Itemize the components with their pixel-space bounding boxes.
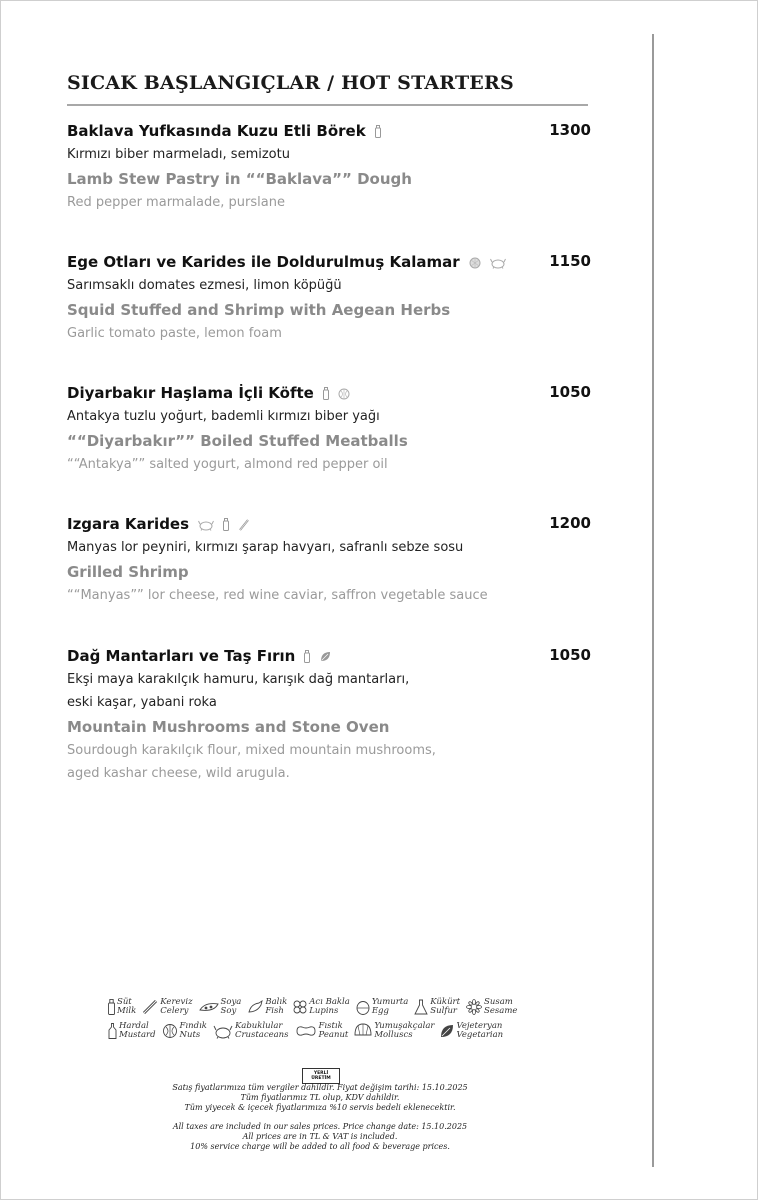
legend-peanut: Fıstık Peanut	[295, 1022, 349, 1040]
menu-item	[67, 121, 597, 214]
item-en-name: Mountain Mushrooms and Stone Oven	[67, 718, 390, 736]
item-price: 1300	[549, 121, 591, 139]
item-tr-name: Dağ Mantarları ve Taş Fırın	[67, 647, 296, 665]
vegetarian-icon	[440, 1024, 454, 1038]
legend-sulfur: Kükürt Sulfur	[414, 998, 460, 1016]
item-tr-desc: Sarımsaklı domates ezmesi, limon köpüğü	[67, 278, 342, 293]
celery-icon	[238, 519, 250, 531]
mustard-icon	[108, 1023, 117, 1039]
lupins-icon	[293, 1000, 307, 1014]
item-price: 1050	[549, 383, 591, 401]
legend-egg: Yumurta Egg	[356, 998, 408, 1016]
legend-crustaceans: Kabuklular Crustaceans	[213, 1022, 289, 1040]
item-tr-desc: eski kaşar, yabani roka	[67, 695, 217, 710]
legend-nuts: Fındık Nuts	[162, 1022, 207, 1040]
item-en-desc: Red pepper marmalade, purslane	[67, 195, 285, 210]
item-price: 1150	[549, 252, 591, 270]
item-tr-name: Baklava Yufkasında Kuzu Etli Börek	[67, 122, 366, 140]
legend-sesame: Susam Sesame	[466, 998, 517, 1016]
vegetarian-icon	[320, 651, 331, 662]
legend-row	[108, 1019, 538, 1043]
item-tr-name: Diyarbakır Haşlama İçli Köfte	[67, 384, 314, 402]
item-tr-name: Izgara Karides	[67, 515, 190, 533]
item-tr-desc: Antakya tuzlu yoğurt, bademli kırmızı biber yağı	[67, 409, 380, 424]
legend-row	[108, 995, 538, 1019]
legend-fish: Balık Fish	[247, 998, 287, 1016]
title-underline	[67, 104, 588, 106]
footer-en: All taxes are included in our sales prices. Price change date: 15.10.2025 All prices are in TL & VAT is included. 10% service charge will be added to all food & beverage prices.	[172, 1122, 468, 1151]
menu-item	[67, 252, 597, 345]
item-price: 1050	[549, 646, 591, 664]
item-en-name: Squid Stuffed and Shrimp with Aegean Herbs	[67, 301, 451, 319]
legend-vegetarian: Vejeteryan Vegetarian	[440, 1022, 503, 1040]
item-en-desc: Sourdough karakılçık flour, mixed mountain mushrooms,	[67, 743, 436, 758]
crustacean-icon	[213, 1024, 233, 1039]
item-en-name: Lamb Stew Pastry in ““Baklava”” Dough	[67, 170, 412, 188]
allergen-legend	[108, 995, 538, 1043]
milk-icon	[323, 387, 329, 400]
peanut-icon	[295, 1025, 317, 1037]
legend-lupins: Acı Bakla Lupins	[293, 998, 350, 1016]
legend-celery: Kereviz Celery	[142, 998, 192, 1016]
milk-icon	[108, 999, 115, 1015]
legend-soy: Soya Soy	[199, 998, 242, 1016]
menu-item	[67, 514, 597, 607]
menu-item	[67, 383, 597, 476]
item-en-name: Grilled Shrimp	[67, 563, 189, 581]
sulfur-icon	[414, 999, 428, 1015]
item-en-desc: ““Manyas”” lor cheese, red wine caviar, saffron vegetable sauce	[67, 588, 488, 603]
fish-icon	[247, 1000, 263, 1014]
menu-item	[67, 646, 597, 785]
egg-icon	[356, 1000, 370, 1015]
local-production-badge: YERLİ ÜRETİM	[302, 1068, 340, 1084]
item-tr-name: Ege Otları ve Karides ile Doldurulmuş Kalamar	[67, 253, 460, 271]
nuts-icon	[162, 1023, 178, 1039]
mollusc-icon	[469, 257, 481, 269]
item-en-desc: ““Antakya”” salted yogurt, almond red pepper oil	[67, 457, 388, 472]
crustacean-icon	[490, 257, 506, 269]
section-title: SICAK BAŞLANGIÇLAR / HOT STARTERS	[67, 72, 514, 94]
milk-icon	[223, 518, 229, 531]
item-tr-desc: Ekşi maya karakılçık hamuru, karışık dağ mantarları,	[67, 672, 410, 687]
nuts-icon	[338, 388, 350, 400]
item-en-desc: aged kashar cheese, wild arugula.	[67, 766, 290, 781]
item-price: 1200	[549, 514, 591, 532]
item-en-desc: Garlic tomato paste, lemon foam	[67, 326, 282, 341]
mollusc-icon	[354, 1023, 372, 1039]
milk-icon	[304, 650, 310, 663]
sesame-icon	[466, 999, 482, 1015]
milk-icon	[375, 125, 381, 138]
legend-mustard: Hardal Mustard	[108, 1022, 156, 1040]
footer-tr: Satış fiyatlarımıza tüm vergiler dahildir. Fiyat değişim tarihi: 15.10.2025 Tüm fiyatlarımız TL olup, KDV dahildir. Tüm yiyecek & içecek fiyatlarımıza %10 servis bedeli eklenecektir.	[172, 1083, 468, 1112]
legend-milk: Süt Milk	[108, 998, 136, 1016]
soy-icon	[199, 1001, 219, 1013]
item-tr-desc: Manyas lor peyniri, kırmızı şarap havyarı, safranlı sebze sosu	[67, 540, 464, 555]
legend-molluscs: Yumuşakçalar Molluscs	[354, 1022, 434, 1040]
crustacean-icon	[198, 519, 214, 531]
item-tr-desc: Kırmızı biber marmeladı, semizotu	[67, 147, 290, 162]
item-en-name: ““Diyarbakır”” Boiled Stuffed Meatballs	[67, 432, 408, 450]
vertical-divider	[652, 34, 654, 1167]
celery-icon	[142, 999, 158, 1015]
